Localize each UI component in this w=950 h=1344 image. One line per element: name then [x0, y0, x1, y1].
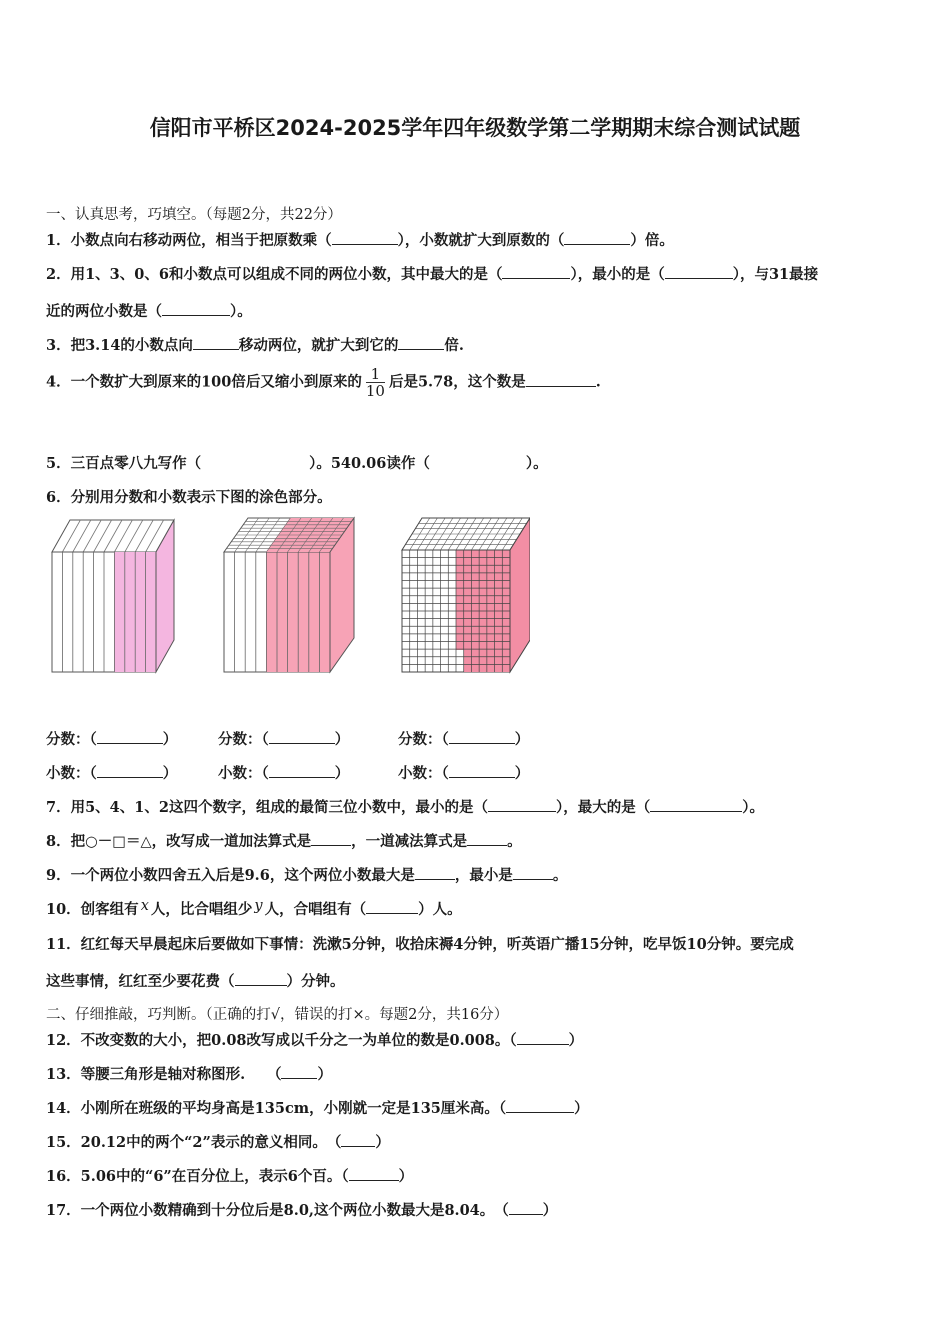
q12-text-a: 12．不改变数的大小，把0.08改写成以千分之一为单位的数是0.008。（	[46, 1032, 517, 1049]
q4-fraction	[366, 366, 385, 399]
q13-blank[interactable]	[281, 1065, 317, 1079]
q7-blank-2[interactable]	[650, 798, 742, 812]
q11-blank[interactable]	[235, 972, 287, 986]
q2-text-b: ），最小的是（	[570, 266, 665, 283]
question-17	[46, 1199, 557, 1220]
q4-text-c: .	[595, 373, 601, 391]
q4-text-b: 后是5.78，这个数是	[388, 373, 526, 391]
q3-text-a: 3．把3.14的小数点向	[46, 337, 193, 354]
q8-text-c: 。	[507, 833, 522, 850]
figure-1-block	[46, 512, 181, 678]
question-11-cont	[46, 970, 345, 991]
q8-blank-1[interactable]	[311, 832, 351, 846]
q2-blank-2[interactable]	[665, 265, 733, 279]
q16-blank[interactable]	[349, 1167, 399, 1181]
q2-text-c: ），与31最接	[732, 266, 819, 283]
q2-text-a: 2．用1、3、0、6和小数点可以组成不同的两位小数，其中最大的是（	[46, 266, 503, 283]
q8-text-a: 8．把○－□＝△，改写成一道加法算式是	[46, 833, 312, 850]
q6-fraction-1: 分数：（ ）	[46, 731, 178, 748]
question-4	[46, 366, 601, 399]
q14-blank[interactable]	[506, 1099, 574, 1113]
q12-text-b: ）	[568, 1032, 584, 1049]
q10-text-d: ）人。	[418, 901, 462, 918]
question-8	[46, 830, 522, 851]
q15-text-a: 15．20.12中的两个“2”表示的意义相同。 （	[46, 1134, 342, 1151]
question-6: 6．分别用分数和小数表示下图的涂色部分。	[46, 489, 332, 506]
section-2-heading: 二、仔细推敲，巧判断。（正确的打√，错误的打×。每题2分，共16分）	[46, 1007, 509, 1023]
q7-text-c: ）。	[742, 799, 764, 816]
q11-text-b: 这些事情，红红至少要花费（	[46, 973, 235, 990]
q13-text-b: ）	[317, 1066, 332, 1083]
q7-text-b: ），最大的是（	[555, 799, 651, 816]
q6-fraction-blank-2[interactable]	[269, 730, 335, 744]
q2-blank-1[interactable]	[502, 265, 570, 279]
page-title: 信阳市平桥区2024-2025学年四年级数学第二学期期末综合测试试题	[149, 116, 801, 140]
q10-variable-x: x	[140, 898, 149, 914]
q3-text-c: 倍.	[444, 337, 464, 354]
q1-blank-1[interactable]	[332, 231, 398, 245]
q7-blank-1[interactable]	[488, 798, 556, 812]
question-12	[46, 1029, 583, 1050]
q9-text-b: ，最小是	[454, 867, 513, 884]
q1-text-c: ）倍。	[630, 232, 674, 249]
question-7	[46, 796, 764, 817]
q6-fraction-3: 分数：（ ）	[398, 731, 530, 748]
q6-fraction-blank-1[interactable]	[97, 730, 163, 744]
section-1-heading: 一、认真思考，巧填空。（每题2分，共22分）	[46, 207, 342, 223]
question-11	[46, 933, 794, 954]
q6-fraction-2: 分数：（ ）	[218, 731, 350, 748]
q1-text-b: ），小数就扩大到原数的（	[397, 232, 565, 249]
figure-2-block	[222, 512, 357, 678]
q10-text-a: 10．创客组有	[46, 901, 139, 918]
q9-text-a: 9．一个两位小数四舍五入后是9.6，这个两位小数最大是	[46, 867, 415, 884]
q3-blank-1[interactable]	[193, 336, 239, 350]
q9-text-c: 。	[552, 867, 568, 884]
question-5	[46, 452, 548, 473]
q17-text-a: 17．一个两位小数精确到十分位后是8.0,这个两位小数最大是8.04。 （	[46, 1202, 509, 1219]
q7-text-a: 7．用5、4、1、2这四个数字，组成的最简三位小数中，最小的是（	[46, 799, 488, 816]
q6-decimal-blank-3[interactable]	[449, 764, 515, 778]
q8-blank-2[interactable]	[467, 832, 507, 846]
q2-text-e: ）。	[230, 303, 252, 320]
q13-text-a: 13．等腰三角形是轴对称图形. （	[46, 1066, 282, 1083]
question-14	[46, 1097, 589, 1118]
question-15	[46, 1131, 390, 1152]
q11-text-a: 11．红红每天早晨起床后要做如下事情：洗漱5分钟，收拾床褥4分钟，听英语广播15分钟，吃早饭10分钟。要完成	[46, 936, 794, 953]
q14-text-b: ）	[574, 1100, 589, 1117]
q6-decimal-blank-2[interactable]	[269, 764, 335, 778]
q17-text-b: ）	[542, 1202, 558, 1219]
q11-text-c: ）分钟。	[286, 973, 345, 990]
q9-blank-2[interactable]	[513, 866, 553, 880]
question-2	[46, 263, 818, 284]
q1-text-a: 1．小数点向右移动两位，相当于把原数乘（	[46, 232, 332, 249]
q6-decimal-blank-1[interactable]	[97, 764, 163, 778]
q6-decimal-3: 小数：（ ）	[398, 765, 530, 782]
question-9	[46, 864, 567, 885]
q10-text-c: 人，合唱组有（	[264, 901, 367, 918]
q16-text-a: 16．5.06中的“6”在百分位上，表示6个百。（	[46, 1168, 349, 1185]
q17-blank[interactable]	[509, 1201, 543, 1215]
q10-blank[interactable]	[366, 900, 418, 914]
q14-text-a: 14．小刚所在班级的平均身高是135cm，小刚就一定是135厘米高。（	[46, 1100, 507, 1117]
q12-blank[interactable]	[517, 1031, 569, 1045]
q15-blank[interactable]	[341, 1133, 375, 1147]
q3-text-b: 移动两位，就扩大到它的	[238, 337, 399, 354]
question-16	[46, 1165, 413, 1186]
q9-blank-1[interactable]	[415, 866, 455, 880]
q4-text-a: 4．一个数扩大到原来的100倍后又缩小到原来的	[46, 373, 362, 391]
q4-blank[interactable]	[526, 373, 596, 387]
q16-text-b: ）	[398, 1168, 414, 1185]
question-3	[46, 334, 464, 355]
q10-variable-y: y	[254, 898, 263, 914]
q2-text-d: 近的两位小数是（	[46, 303, 162, 320]
q10-text-b: 人，比合唱组少	[150, 901, 253, 918]
q5-text-c: ）。	[525, 455, 548, 472]
q5-text-a: 5．三百点零八九写作（	[46, 455, 202, 472]
q3-blank-2[interactable]	[398, 336, 444, 350]
fraction-denominator: 10	[365, 382, 385, 400]
q6-decimal-2: 小数：（ ）	[218, 765, 350, 782]
q1-blank-2[interactable]	[564, 231, 630, 245]
fraction-numerator: 1	[366, 366, 385, 383]
figure-3-block	[400, 512, 530, 678]
q6-fraction-blank-3[interactable]	[449, 730, 515, 744]
question-2-cont	[46, 300, 252, 321]
q6-decimal-1: 小数：（ ）	[46, 765, 178, 782]
q8-text-b: ，一道减法算式是	[351, 833, 468, 850]
question-1	[46, 229, 674, 250]
question-13	[46, 1063, 332, 1084]
q5-text-b: ）。540.06读作（	[309, 455, 430, 472]
q15-text-b: ）	[375, 1134, 390, 1151]
q2-blank-3[interactable]	[162, 302, 230, 316]
question-10	[46, 898, 462, 919]
